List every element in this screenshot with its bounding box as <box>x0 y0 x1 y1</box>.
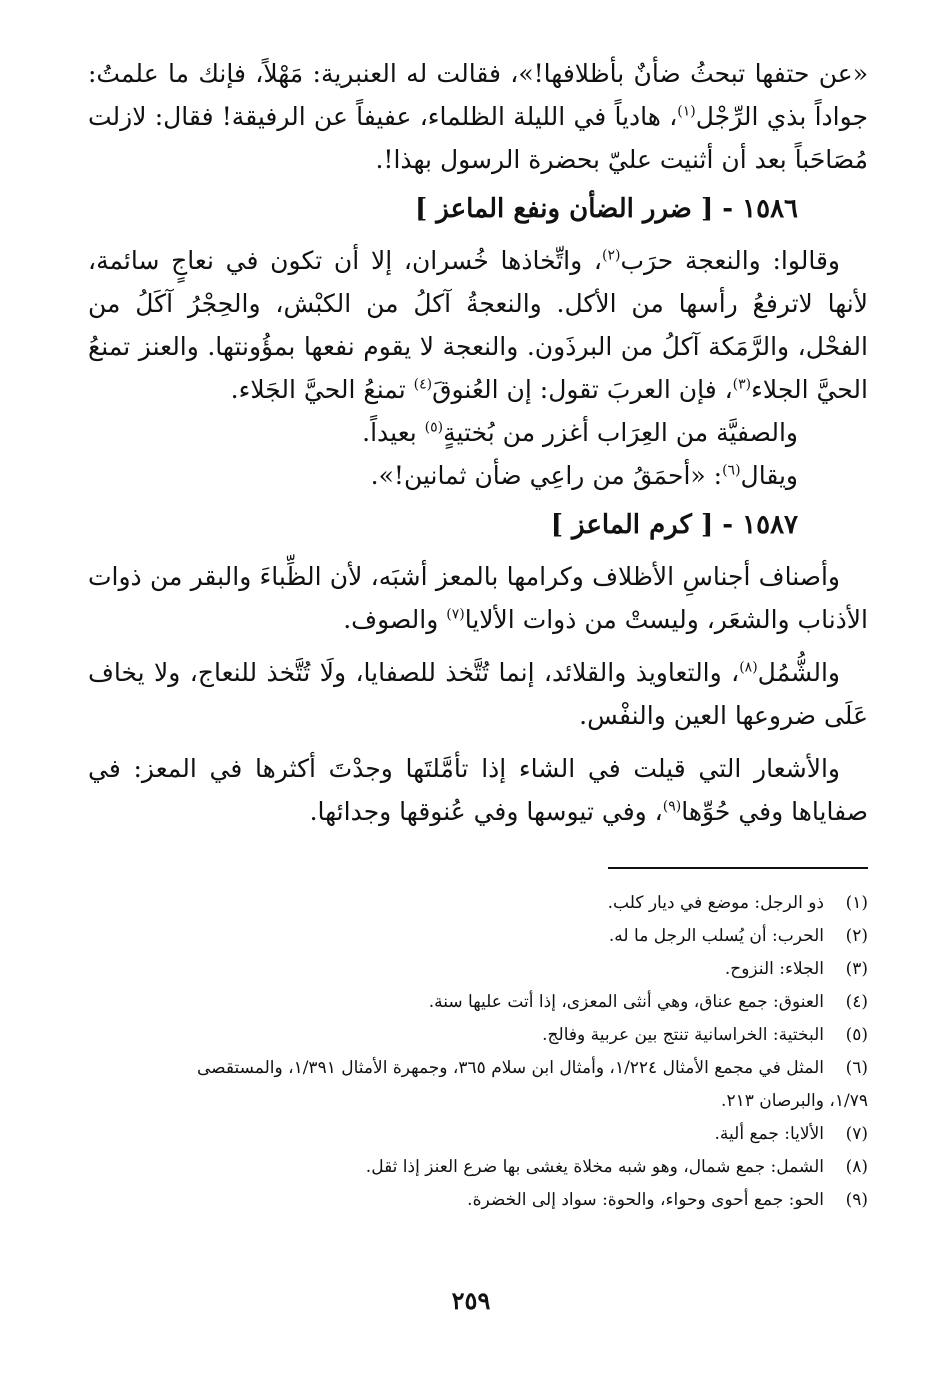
page-number: ٢٥٩ <box>451 1286 491 1315</box>
footnote-ref-5[interactable]: (٥) <box>424 419 444 436</box>
section-heading-1586: ١٥٨٦ - [ ضرر الضأن ونفع الماعز ] <box>414 194 798 224</box>
paragraph-ewe-harm <box>88 239 868 411</box>
footnote-3 <box>88 953 868 986</box>
paragraph-intro <box>88 52 868 181</box>
goat-kinds-b: والصوف. <box>343 605 447 634</box>
goat-kinds-a: وأصناف أجناسِ الأظلاف وكرامها بالمعز أشبَه، لأن الظِّباءَ والبقر من ذوات الأذناب والشعَر، وليستْ من ذوات الألايا <box>88 562 868 634</box>
footnote-4 <box>88 986 868 1019</box>
verse-line-1 <box>88 411 798 454</box>
footnote-7 <box>88 1118 868 1151</box>
footnote-6-continuation: ١/٧٩، والبرصان ٢١٣. <box>721 1091 868 1111</box>
amulets-b: ، والتعاويذ والقلائد، إنما تُتَّخذ للصفايا، ولَا تُتَّخذ للنعاج، ولا يخاف عَلَى ضروعها العين والنفْس. <box>88 658 868 730</box>
footnote-ref-8[interactable]: (٨) <box>739 659 758 676</box>
ewe-text-c: ، فإن العربَ تقول: إن العُنوقَ <box>432 375 733 404</box>
footnote-number: (٢) <box>845 926 868 946</box>
ewe-text-d: تمنعُ الحيَّ الجَلاء. <box>230 375 414 404</box>
footnote-ref-4[interactable]: (٤) <box>413 376 433 393</box>
paragraph-poetry <box>88 747 868 833</box>
footnote-number: (١) <box>845 893 868 913</box>
footnote-text: البختية: الخراسانية تنتج بين عربية وفالج. <box>542 1025 824 1045</box>
footnote-ref-1[interactable]: (١) <box>677 103 696 120</box>
footnote-number: (٨) <box>845 1157 868 1177</box>
paragraph-goat-kinds <box>88 555 868 641</box>
footnote-number: (٧) <box>845 1124 868 1144</box>
footnotes <box>88 887 868 1217</box>
paragraph-amulets <box>88 651 868 737</box>
footnote-separator <box>608 867 868 869</box>
footnote-text: الألايا: جمع ألية. <box>714 1124 824 1144</box>
ewe-text-b: ، واتِّخاذها خُسران، إلا أن تكون في نعاجٍ سائمة، لأنها لاترفعُ رأسها من الأكل. والنعجةُ آكلُ من الكبْش، والحِجْرُ آكَلُ من الفحْل، والرَّمَكة آكلُ من البرذَون. والنعجة لا يقوم نفعها بمؤُونتها. والعنز تمنعُ الحيَّ الجلاء <box>88 246 868 404</box>
intro-line-2a: جواداً بذي الرِّجْل <box>695 102 868 131</box>
footnote-9 <box>88 1184 868 1217</box>
page-content <box>88 52 868 1217</box>
footnote-text: ذو الرجل: موضع في ديار كلب. <box>607 893 824 913</box>
footnote-6 <box>88 1052 868 1085</box>
footnote-number: (٥) <box>845 1025 868 1045</box>
footnote-ref-7[interactable]: (٧) <box>446 606 465 623</box>
verse2-a: ويقال <box>740 461 798 490</box>
footnote-5 <box>88 1019 868 1052</box>
footnote-number: (٦) <box>845 1058 868 1078</box>
ewe-text-a: وقالوا: والنعجة حرَب <box>620 246 840 275</box>
footnote-ref-6[interactable]: (٦) <box>722 462 741 479</box>
footnote-text: العنوق: جمع عناق، وهي أنثى المعزى، إذا أتت عليها سنة. <box>428 992 824 1012</box>
footnote-ref-3[interactable]: (٣) <box>732 376 752 393</box>
footnote-text: المثل في مجمع الأمثال ١/٢٢٤، وأمثال ابن سلام ٣٦٥، وجمهرة الأمثال ١/٣٩١، والمستقصى <box>196 1058 824 1078</box>
verse1-a: والصفيَّة من العِرَاب أغزر من بُختيةٍ <box>443 418 798 447</box>
footnote-text: الشمل: جمع شمال، وهو شبه مخلاة يغشى بها ضرع العنز إذا ثقل. <box>365 1157 824 1177</box>
intro-line-2b: ، هادياً في الليلة الظلماء، عفيفاً عن الرفيقة! فقال: لازلت <box>88 102 678 131</box>
intro-line-1: «عن حتفها تبحثُ ضأنٌ بأظلافها!»، فقالت له العنبرية: مَهْلاً، فإنك ما علمتُ: <box>88 59 868 88</box>
footnote-text: الحرب: أن يُسلب الرجل ما له. <box>608 926 824 946</box>
verse2-b: : «أحمَقُ من راعِي ضأن ثمانين!». <box>370 461 723 490</box>
footnote-number: (٩) <box>845 1190 868 1210</box>
footnote-text: الحو: جمع أحوى وحواء، والحوة: سواد إلى الخضرة. <box>467 1190 824 1210</box>
footnote-8 <box>88 1151 868 1184</box>
section-heading-1587: ١٥٨٧ - [ كرم الماعز ] <box>550 510 798 540</box>
amulets-a: والشُّمُل <box>757 658 840 687</box>
footnote-ref-2[interactable]: (٢) <box>601 247 621 264</box>
intro-line-3: مُصَاحَباً بعد أن أثنيت عليّ بحضرة الرسول بهذا!. <box>375 145 868 174</box>
footnote-text: الجلاء: النزوح. <box>724 959 824 979</box>
footnote-ref-9[interactable]: (٩) <box>662 798 682 815</box>
footnote-2 <box>88 920 868 953</box>
verse1-b: بعيداً. <box>362 418 425 447</box>
quoted-lines <box>88 411 868 497</box>
verse-line-2 <box>88 454 798 497</box>
poetry-a: والأشعار التي قيلت في الشاء إذا تأمَّلتَها وجدْتَ أكثرها في المعز: في صفاياها وفي حُوِّها <box>88 754 868 826</box>
footnote-1 <box>88 887 868 920</box>
poetry-b: ، وفي تيوسها وفي عُنوقها وجدائها. <box>309 797 663 826</box>
footnote-number: (٤) <box>845 992 868 1012</box>
footnote-number: (٣) <box>845 959 868 979</box>
